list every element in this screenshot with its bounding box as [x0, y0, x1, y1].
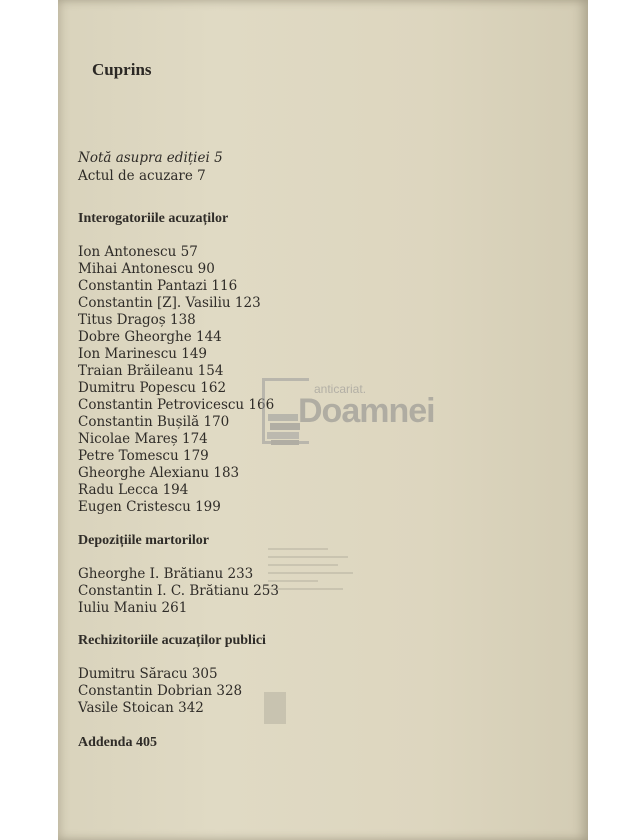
section-title-interrogations: Interogatoriile acuzaților [78, 211, 229, 226]
toc-item: Nicolae Mareș 174 [78, 431, 208, 447]
toc-item: Dumitru Popescu 162 [78, 380, 227, 396]
toc-entry-addenda: Addenda 405 [78, 735, 157, 750]
section-title-testimonies: Depozițiile martorilor [78, 533, 210, 548]
page-title: Cuprins [92, 60, 152, 79]
toc-item: Ion Marinescu 149 [78, 346, 208, 362]
toc-item: Constantin [Z]. Vasiliu 123 [78, 295, 261, 311]
toc-item: Ion Antonescu 57 [78, 244, 198, 260]
watermark-small-text: anticariat. [314, 382, 367, 396]
toc-item: Constantin Pantazi 116 [78, 278, 238, 294]
toc-item: Constantin Petrovicescu 166 [78, 397, 275, 413]
toc-item: Gheorghe I. Brătianu 233 [78, 566, 254, 582]
toc-item: Iuliu Maniu 261 [78, 600, 188, 616]
watermark-big-text: Doamnei [298, 392, 435, 430]
toc-item: Constantin Bușilă 170 [78, 414, 230, 430]
toc-item: Eugen Cristescu 199 [78, 499, 221, 515]
section-title-prosecution: Rechizitoriile acuzaților publici [78, 633, 266, 648]
toc-item: Gheorghe Alexianu 183 [78, 465, 240, 481]
toc-item: Constantin Dobrian 328 [78, 683, 243, 699]
toc-item: Traian Brăileanu 154 [78, 363, 224, 379]
toc-entry-indictment: Actul de acuzare 7 [78, 168, 206, 184]
toc-item: Dumitru Săracu 305 [78, 666, 218, 682]
bleed-through-mark [264, 692, 286, 724]
toc-item: Mihai Antonescu 90 [78, 261, 215, 277]
toc-item: Constantin I. C. Brătianu 253 [78, 583, 279, 599]
toc-item: Dobre Gheorghe 144 [78, 329, 222, 345]
toc-item: Radu Lecca 194 [78, 482, 189, 498]
toc-item: Vasile Stoican 342 [78, 700, 204, 716]
toc-item: Titus Dragoș 138 [78, 312, 196, 328]
bleed-through-text [268, 548, 358, 628]
watermark-logo [262, 378, 435, 454]
toc-entry-editorial-note: Notă asupra ediției 5 [78, 150, 223, 166]
toc-item: Petre Tomescu 179 [78, 448, 209, 464]
